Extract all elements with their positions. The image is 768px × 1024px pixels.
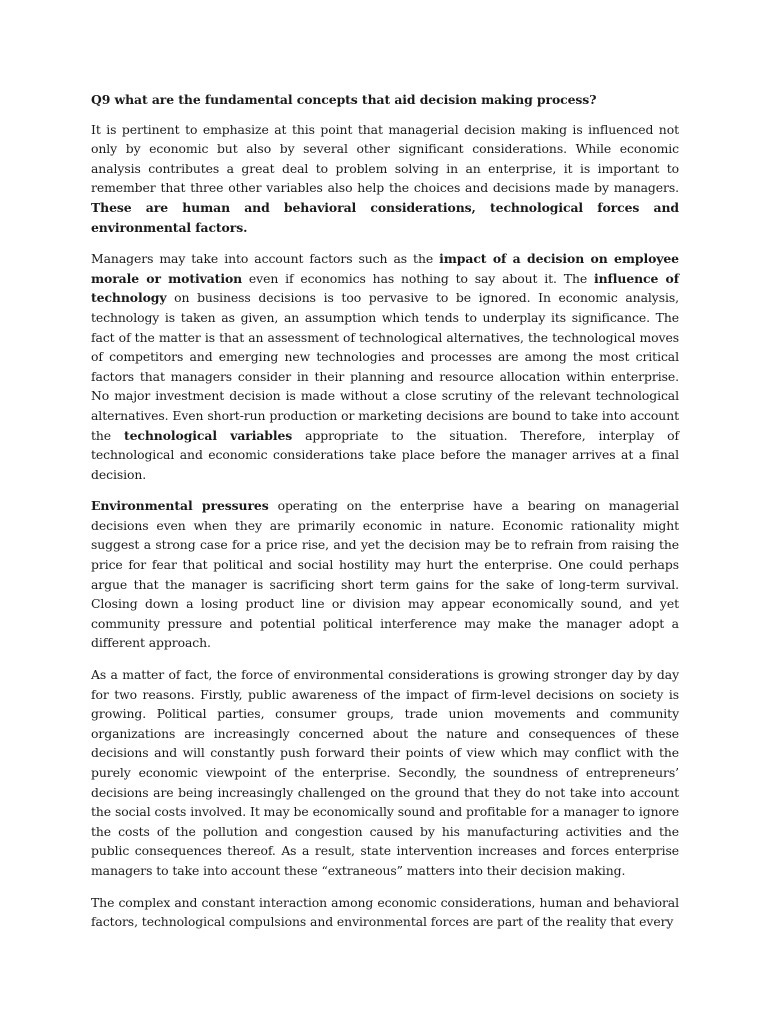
body-paragraph bbox=[91, 665, 679, 881]
document-body bbox=[91, 90, 679, 944]
bold-phrase: impact of a decision on employee morale or motivation bbox=[91, 251, 679, 286]
body-paragraph bbox=[91, 496, 679, 653]
bold-phrase: influence of technology bbox=[91, 270, 679, 306]
text-run: Managers may take into account factors such as the bbox=[91, 251, 440, 267]
body-paragraph bbox=[91, 249, 679, 484]
bold-phrase: These are human and behavioral considerations, technological forces and environmental factors. bbox=[91, 199, 679, 235]
text-run: even if economics has nothing to say about it. The bbox=[242, 270, 594, 286]
bold-phrase: technological variables bbox=[123, 427, 293, 443]
text-run: appropriate to the situation. Therefore, interplay of technological and economic considerations take place before the manager arrives at a final decision. bbox=[91, 427, 679, 482]
bold-phrase: Environmental pressures bbox=[91, 498, 269, 514]
text-run: It is pertinent to emphasize at this point that managerial decision making is influenced not only by economic but also by several other significant considerations. While economic analysis contributes a great deal to problem solving in an enterprise, it is important to remember that three other variables also help the choices and decisions made by managers. bbox=[91, 121, 679, 196]
body-paragraph bbox=[91, 893, 679, 932]
text-run: The complex and constant interaction among economic considerations, human and behavioral factors, technological compulsions and environmental forces are part of the reality that every bbox=[91, 894, 679, 930]
text-run: As a matter of fact, the force of environmental considerations is growing stronger day by day for two reasons. Firstly, public awareness of the impact of firm-level decisions on society is growing. Political parties, consumer groups, trade union movements and community organizations are increasingly concerned about the nature and consequences of these decisions and will constantly push forward their points of view which may conflict with the purely economic viewpoint of the enterprise. Secondly, the soundness of entrepreneurs’ decisions are being increasingly challenged on the ground that they do not take into account the social costs involved. It may be economically sound and profitable for a manager to ignore the costs of the pollution and congestion caused by his manufacturing activities and the public consequences thereof. As a result, state intervention increases and forces enterprise managers to take into account these “extraneous” matters into their decision making. bbox=[91, 667, 679, 878]
paragraph-container bbox=[91, 120, 679, 932]
text-run: operating on the enterprise have a bearing on managerial decisions even when they are primarily economic in nature. Economic rationality might suggest a strong case for a price rise, and yet the decision may be to refrain from raising the price for fear that political and social hostility may hurt the enterprise. One could perhaps argue that the manager is sacrificing short term gains for the sake of long-term survival. Closing down a losing product line or division may appear economically sound, and yet community pressure and potential political interference may make the manager adopt a different approach. bbox=[91, 498, 680, 651]
body-paragraph bbox=[91, 120, 679, 238]
text-run: on business decisions is too pervasive to be ignored. In economic analysis, technology is taken as given, an assumption which tends to underplay its significance. The fact of the matter is that an assessment of technological alternatives, the technological moves of competitors and emerging new technologies and processes are among the most critical factors that managers consider in their planning and resource allocation within enterprise. No major investment decision is made without a close scrutiny of the relevant technological alternatives. Even short-run production or marketing decisions are bound to take into account the bbox=[91, 290, 679, 443]
question-heading: Q9 what are the fundamental concepts that aid decision making process? bbox=[91, 92, 597, 107]
